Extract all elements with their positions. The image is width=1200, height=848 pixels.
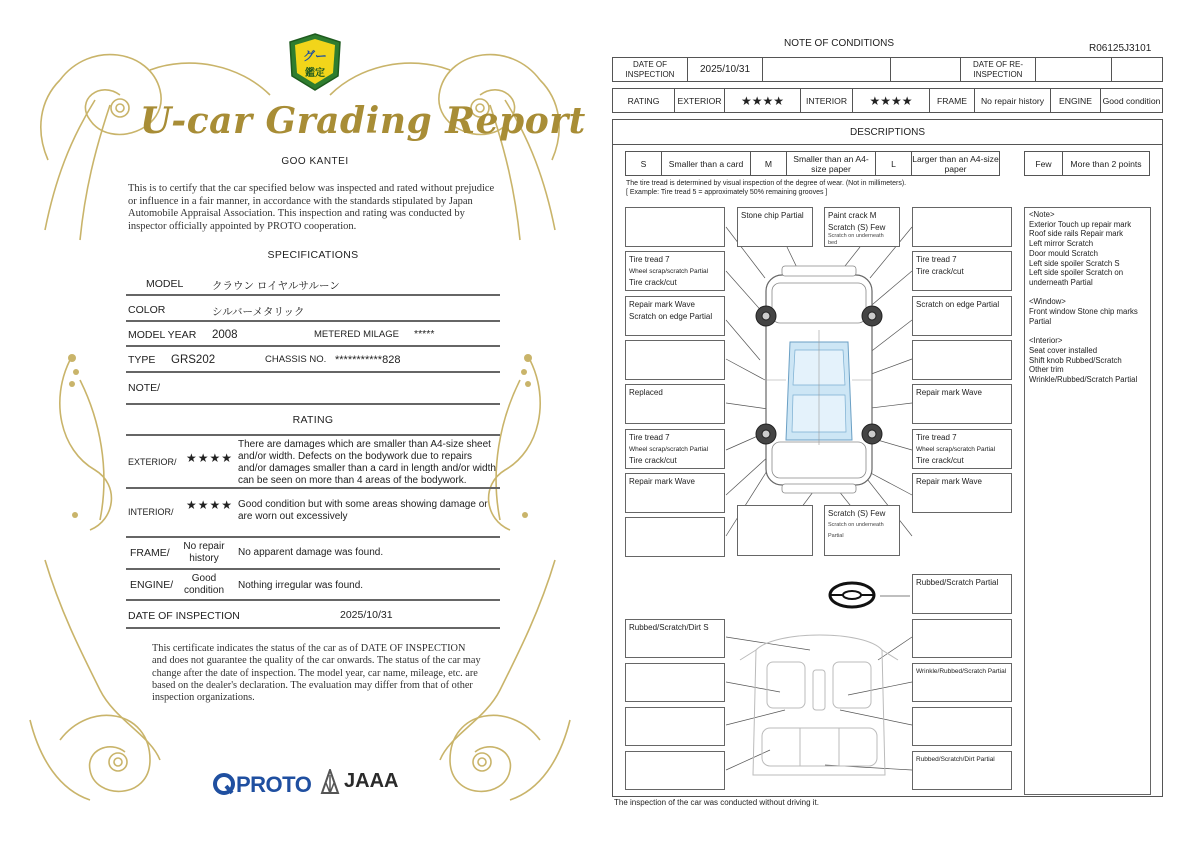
top-center-right-line-4: bed xyxy=(828,239,838,246)
note-line: <Window> xyxy=(1029,297,1066,307)
color-value: シルバーメタリック xyxy=(212,306,305,318)
part-box-left-6 xyxy=(625,473,725,513)
car-interior-view-icon xyxy=(740,635,898,775)
legend-few-desc: More than 2 points xyxy=(1070,158,1142,169)
part-box-front-left xyxy=(625,251,725,291)
rear-left-wheel: Wheel scrap/scratch Partial xyxy=(629,445,709,453)
note-line: Other trim xyxy=(1029,365,1064,375)
legend-few: Few xyxy=(1025,152,1063,175)
part-box-interior-right-4 xyxy=(912,751,1012,790)
front-left-tire-tread: Tire tread 7 xyxy=(629,255,670,264)
descriptions-heading: DESCRIPTIONS xyxy=(612,119,1163,145)
chassis-value: ***********828 xyxy=(335,354,401,366)
part-box-bottom-center-left xyxy=(737,505,813,556)
specifications-heading: SPECIFICATIONS xyxy=(267,249,359,261)
date-label: DATE OF INSPECTION xyxy=(128,610,240,622)
note-label: NOTE/ xyxy=(128,382,161,394)
part-box-steering xyxy=(912,574,1012,614)
date-inspection-label: DATE OF INSPECTION xyxy=(613,58,688,81)
noc-engine-value: Good condition xyxy=(1102,95,1161,106)
certificate-footer: This certificate indicates the status of the car as of DATE OF INSPECTION and does not guarantee the quality of the car onwards. The status of the car may change after the date of inspection. The model year, car name, mileage, etc. are based on the dealer's declaration. The evaluation may differ from that of other inspection organizations. xyxy=(152,643,481,704)
part-box-right-1 xyxy=(912,207,1012,247)
noc-frame-label: FRAME xyxy=(930,89,975,112)
interior-stars: ★★★★ xyxy=(186,498,234,512)
notes-panel xyxy=(1024,207,1151,795)
left-2-line-2: Scratch on edge Partial xyxy=(629,311,713,321)
spec-row-model xyxy=(126,268,500,296)
front-left-wheel: Wheel scrap/scratch Partial xyxy=(629,267,709,275)
legend-m: M xyxy=(751,152,787,175)
note-line: Roof side rails Repair mark xyxy=(1029,229,1124,239)
engine-description: Nothing irregular was found. xyxy=(238,580,364,591)
front-right-tire-crack: Tire crack/cut xyxy=(916,266,964,276)
jaaa-logo: JAAA xyxy=(344,770,399,792)
rating-row-engine xyxy=(126,570,500,601)
noc-interior-label: INTERIOR xyxy=(801,89,853,112)
note-line: Shift knob Rubbed/Scratch xyxy=(1029,355,1122,365)
interior-right-2-line: Wrinkle/Rubbed/Scratch Partial xyxy=(916,668,1007,675)
right-6-line-1: Repair mark Wave xyxy=(916,477,982,486)
tire-note-2: [ Example: Tire tread 5 = approximately 50% remaining grooves ] xyxy=(626,189,828,196)
date-reinspection-label: DATE OF RE-INSPECTION xyxy=(961,58,1036,81)
note-line: Left side spoiler Scratch on underneath Partial xyxy=(1029,268,1124,287)
part-box-interior-right-1 xyxy=(912,619,1012,658)
part-box-right-6 xyxy=(912,473,1012,513)
color-label: COLOR xyxy=(128,304,166,316)
chassis-label: CHASSIS NO. xyxy=(265,354,327,365)
note-line: Left mirror Scratch xyxy=(1029,239,1094,249)
model-label: MODEL xyxy=(146,278,184,290)
right-4-line-1: Repair mark Wave xyxy=(916,388,982,397)
model-year-value: 2008 xyxy=(212,329,238,341)
left-2-line-1: Repair mark Wave xyxy=(629,300,695,309)
part-box-interior-left-2 xyxy=(625,663,725,702)
part-box-right-3 xyxy=(912,340,1012,380)
svg-text:鑑定: 鑑定 xyxy=(305,68,325,79)
tire-note-1: The tire tread is determined by visual inspection of the degree of wear. (Not in millimeters). xyxy=(626,180,907,187)
spec-row-model-year xyxy=(126,322,500,347)
rating-row-frame xyxy=(126,538,500,570)
legend-l: L xyxy=(876,152,912,175)
certificate-intro: This is to certify that the car specified below was inspected and rated without prejudice or influence in a fair manner, in accordance with the standards stipulated by Japan Automobile Appraisal Association. This inspection and rating was conducted by inspector officially appointed by PROTO cooperation. xyxy=(128,183,495,232)
part-box-right-4 xyxy=(912,384,1012,424)
metered-mileage-value: ***** xyxy=(414,328,435,340)
note-line xyxy=(1029,326,1146,336)
part-box-interior-left-4 xyxy=(625,751,725,790)
part-box-left-1 xyxy=(625,207,725,247)
top-center-left-line: Stone chip Partial xyxy=(741,211,804,220)
part-box-interior-left-1 xyxy=(625,619,725,658)
note-line xyxy=(1029,288,1146,298)
part-box-top-center-right xyxy=(824,207,900,247)
rear-left-tire-tread: Tire tread 7 xyxy=(629,433,670,442)
spec-row-color xyxy=(126,296,500,322)
note-line: Door mould Scratch xyxy=(1029,248,1098,258)
steering-line: Rubbed/Scratch Partial xyxy=(916,578,999,587)
top-center-right-line-3: Scratch on underneath xyxy=(828,233,884,239)
interior-description: Good condition but with some areas showing damage or are worn out excessively xyxy=(238,499,488,522)
engine-value: Good condition xyxy=(183,573,225,596)
type-value: GRS202 xyxy=(171,354,216,366)
left-4-line-1: Replaced xyxy=(629,388,663,397)
note-line: Left side spoiler Scratch S xyxy=(1029,258,1120,268)
proto-logo-icon xyxy=(212,772,236,796)
model-value: クラウン ロイヤルサルーン xyxy=(212,280,340,292)
goo-kantei-badge-icon xyxy=(286,32,344,92)
note-line: Seat cover installed xyxy=(1029,345,1098,355)
part-box-left-2 xyxy=(625,296,725,336)
date-inspection-value: 2025/10/31 xyxy=(688,58,763,81)
rating-row-date xyxy=(126,601,500,629)
rear-right-wheel: Wheel scrap/scratch Partial xyxy=(916,445,996,453)
legend-l-desc: Larger than an A4-size paper xyxy=(912,153,999,174)
front-left-tire-crack: Tire crack/cut xyxy=(629,278,677,287)
front-right-tire-tread: Tire tread 7 xyxy=(916,255,957,264)
certificate-subtitle: GOO KANTEI xyxy=(281,156,349,167)
legend-m-desc: Smaller than an A4-size paper xyxy=(787,152,876,175)
report-number: R06125J3101 xyxy=(1089,43,1152,54)
note-line: <Note> xyxy=(1029,210,1055,219)
note-of-conditions xyxy=(600,0,1200,848)
rating-row-exterior xyxy=(126,434,500,489)
exterior-stars: ★★★★ xyxy=(186,451,234,465)
rear-right-tire-tread: Tire tread 7 xyxy=(916,433,957,442)
part-box-interior-left-3 xyxy=(625,707,725,746)
right-2-line-1: Scratch on edge Partial xyxy=(916,300,1000,309)
frame-description: No apparent damage was found. xyxy=(238,547,384,558)
noc-frame-value: No repair history xyxy=(975,89,1051,112)
interior-label: INTERIOR/ xyxy=(128,507,174,517)
part-box-bottom-center-right xyxy=(824,505,900,556)
bottom-center-line-2: Scratch on underneath Partial xyxy=(828,521,884,539)
note-line: Exterior Touch up repair mark xyxy=(1029,219,1132,229)
note-line: Wrinkle/Rubbed/Scratch Partial xyxy=(1029,374,1138,384)
rating-heading: RATING xyxy=(292,414,334,426)
noc-rating-label: RATING xyxy=(613,89,675,112)
frame-value: No repair history xyxy=(183,541,225,564)
certificate-title: U-car Grading Report xyxy=(140,100,586,142)
legend-s: S xyxy=(626,152,662,175)
exterior-label: EXTERIOR/ xyxy=(128,457,177,467)
noc-exterior-label: EXTERIOR xyxy=(675,89,725,112)
engine-label: ENGINE/ xyxy=(130,579,174,591)
frame-label: FRAME/ xyxy=(130,547,170,559)
rear-right-tire-crack: Tire crack/cut xyxy=(916,456,964,465)
proto-logo: PROTO xyxy=(236,772,312,797)
part-box-rear-left xyxy=(625,429,725,469)
car-top-view-icon xyxy=(766,266,872,493)
note-line: Front window Stone chip marks Partial xyxy=(1029,307,1138,326)
spec-row-note xyxy=(126,373,500,405)
left-6-line-1: Repair mark Wave xyxy=(629,477,695,486)
exterior-description: There are damages which are smaller than A4-size sheet and/or width. Defects on the bodywork due to repairs and/or damages smaller than a card in length and/or width can be seen on more than 4 areas of the bodywork. xyxy=(238,439,496,486)
part-box-left-4 xyxy=(625,384,725,424)
noc-interior-stars: ★★★★ xyxy=(853,89,930,112)
noc-exterior-stars: ★★★★ xyxy=(725,89,801,112)
interior-left-1-line: Rubbed/Scratch/Dirt S xyxy=(629,623,709,632)
date-value: 2025/10/31 xyxy=(340,609,393,621)
noc-footer: The inspection of the car was conducted without driving it. xyxy=(614,798,819,807)
part-box-right-2 xyxy=(912,296,1012,336)
part-box-left-7 xyxy=(625,517,725,557)
type-label: TYPE xyxy=(128,354,156,366)
model-year-label: MODEL YEAR xyxy=(128,329,197,341)
part-box-interior-right-2 xyxy=(912,663,1012,702)
note-line: <Interior> xyxy=(1029,336,1063,346)
noc-engine-label: ENGINE xyxy=(1051,89,1101,112)
noc-title: NOTE OF CONDITIONS xyxy=(784,38,894,49)
part-box-interior-right-3 xyxy=(912,707,1012,746)
legend-s-desc: Smaller than a card xyxy=(662,152,751,175)
rear-left-tire-crack: Tire crack/cut xyxy=(629,456,677,465)
part-box-front-right xyxy=(912,251,1012,291)
jaaa-logo-icon xyxy=(320,769,340,795)
top-center-right-line-1: Paint crack M xyxy=(828,211,877,220)
bottom-center-line-1: Scratch (S) Few xyxy=(828,509,886,518)
steering-wheel-icon xyxy=(830,583,874,607)
rating-row-interior xyxy=(126,489,500,538)
interior-right-4-line: Rubbed/Scratch/Dirt Partial xyxy=(916,756,995,763)
part-box-left-3 xyxy=(625,340,725,380)
svg-text:グー: グー xyxy=(302,49,328,63)
top-center-right-line-2: Scratch (S) Few xyxy=(828,222,886,232)
metered-mileage-label: METERED MILAGE xyxy=(314,329,399,340)
part-box-top-center-left xyxy=(737,207,813,247)
spec-row-type xyxy=(126,347,500,373)
part-box-rear-right xyxy=(912,429,1012,469)
